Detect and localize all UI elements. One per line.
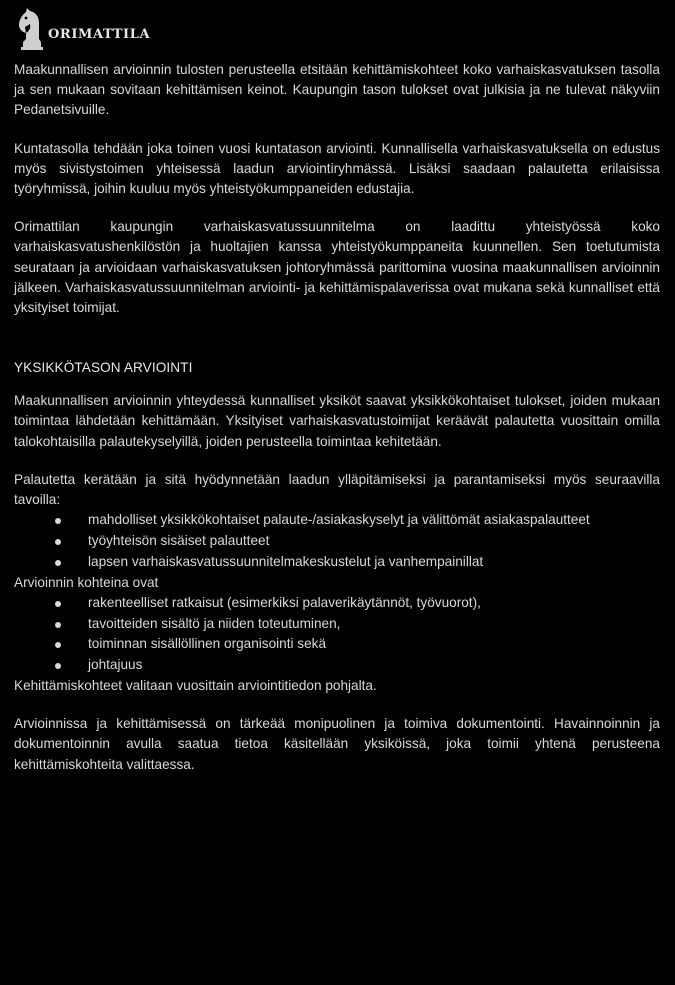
list-item: lapsen varhaiskasvatussuunnitelmakeskustelut ja vanhempainillat [88, 552, 660, 573]
chess-knight-icon [14, 6, 44, 50]
feedback-methods-list [14, 510, 660, 572]
intro-paragraph: Maakunnallisen arvioinnin tulosten perusteella etsitään kehittämiskohteet koko varhaiskasvatuksen tasolla ja sen mukaan sovitaan kehittämisen keinot. Kaupungin tason tulokset ovat julkisia ja ne tulevat näkyviin Pedanetsivuille. [14, 62, 660, 118]
section-paragraph: Maakunnallisen arvioinnin yhteydessä kunnalliset yksiköt saavat yksikkökohtaiset tulokset, joiden mukaan toimintaa lähdetään kehittämään. Yksityiset varhaiskasvatustoimijat keräävät palautetta vuosittain omilla talokohtaisilla palautekyselyillä, joiden perusteella toimintaa kehitetään. [14, 393, 660, 449]
evaluation-targets-list [14, 593, 660, 676]
intro-paragraph: Kuntatasolla tehdään joka toinen vuosi kuntatason arviointi. Kunnallisella varhaiskasvatuksella on edustus myös sivistystoimen yhteisessä laadun arviointiryhmässä. Lisäksi saadaan palautetta erilaisissa työryhmissä, joihin kuuluu myös yhteistyökumppaneiden edustajia. [14, 140, 660, 197]
targets-label: Arvioinnin kohteina ovat [14, 574, 159, 590]
selection-note: Kehittämiskohteet valitaan vuosittain arviointitiedon pohjalta. [14, 678, 377, 694]
unit-section-body [14, 391, 660, 775]
document-body [14, 60, 660, 775]
intro-paragraph: Orimattilan kaupungin varhaiskasvatussuunnitelma on laadittu yhteistyössä koko varhaiskasvatushenkilöstön ja huoltajien kanssa yhteistyökumppaneita kuunnellen. Sen toetutumista seurataan ja arvioidaan varhaiskasvatuksen johtoryhmässä parittomina vuosina maakunnallisen arvioinnin jälkeen. Varhaiskasvatussuunnitelman arviointi- ja kehittämispalaverissa ovat mukana sekä kunnalliset että yksityiset toimijat. [14, 219, 660, 316]
list-item: työyhteisön sisäiset palautteet [88, 531, 660, 552]
list-item: johtajuus [88, 655, 660, 676]
list-item: mahdolliset yksikkökohtaiset palaute-/asiakaskyselyt ja välittömät asiakaspalautteet [88, 510, 660, 531]
section-paragraph: Palautetta kerätään ja sitä hyödynnetään laadun ylläpitämiseksi ja parantamiseksi myös seuraavilla tavoilla: [14, 471, 660, 508]
list-item: rakenteelliset ratkaisut (esimerkiksi palaverikäytännöt, työvuorot), [88, 593, 660, 614]
page-header [14, 0, 150, 50]
organization-name: ORIMATTILA [48, 26, 151, 42]
list-item: tavoitteiden sisältö ja niiden toteutuminen, [88, 614, 660, 635]
list-item: toiminnan sisällöllinen organisointi sekä [88, 634, 660, 655]
section-heading: YKSIKKÖTASON ARVIOINTI [14, 360, 193, 376]
section-paragraph: Arvioinnissa ja kehittämisessä on tärkeää monipuolinen ja toimiva dokumentointi. Havainnoinnin ja dokumentoinnin avulla saatua tietoa käsitellään yksiköissä, joka toimii yhtenä perusteena kehittämiskohteita valittaessa. [14, 716, 660, 772]
